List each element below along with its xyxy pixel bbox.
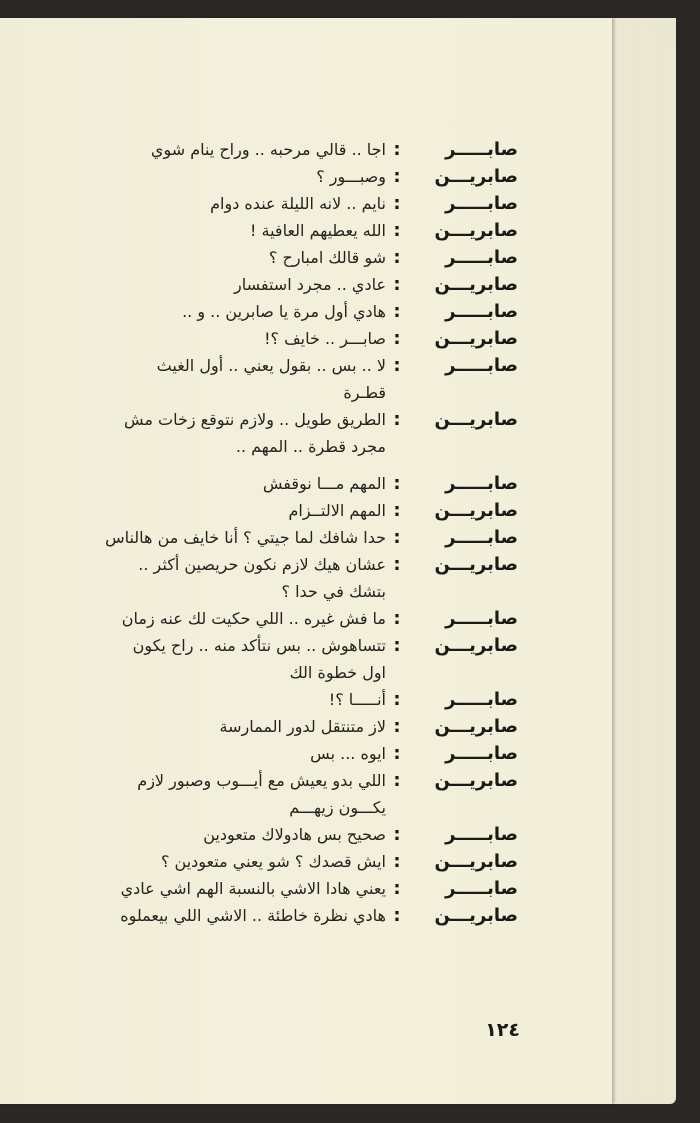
dialogue-row bbox=[40, 632, 518, 686]
speaker-name: صابريـــن bbox=[434, 770, 518, 791]
page-edges bbox=[612, 22, 674, 1098]
dialogue-row bbox=[40, 325, 518, 352]
dialogue-row bbox=[40, 713, 518, 740]
dialogue-block bbox=[40, 136, 518, 929]
dialogue-line: عشان هيك لازم نكون حريصين أكثر .. بتشك في حدا ؟ bbox=[138, 555, 386, 601]
dialogue-line: هادي أول مرة يا صابرين .. و .. bbox=[182, 302, 386, 321]
speaker-colon: : bbox=[393, 608, 401, 629]
speaker-name: صابـــــر bbox=[445, 247, 518, 268]
speaker-colon: : bbox=[393, 301, 401, 322]
speaker-name: صابريـــن bbox=[434, 851, 518, 872]
dialogue-row bbox=[40, 551, 518, 605]
dialogue-row bbox=[40, 352, 518, 406]
dialogue-line: حدا شافك لما جيتي ؟ أنا خايف من هالناس bbox=[105, 528, 386, 547]
speaker-colon: : bbox=[393, 689, 401, 710]
dialogue-row bbox=[40, 136, 518, 163]
dialogue-row bbox=[40, 190, 518, 217]
speaker-name: صابريـــن bbox=[434, 166, 518, 187]
speaker-colon: : bbox=[393, 500, 401, 521]
speaker-name: صابـــــر bbox=[445, 301, 518, 322]
speaker-name: صابريـــن bbox=[434, 220, 518, 241]
speaker-colon: : bbox=[393, 851, 401, 872]
speaker-colon: : bbox=[393, 770, 401, 791]
speaker-colon: : bbox=[393, 878, 401, 899]
dialogue-row bbox=[40, 217, 518, 244]
speaker-colon: : bbox=[393, 247, 401, 268]
dialogue-row bbox=[40, 848, 518, 875]
speaker-name: صابـــــر bbox=[445, 355, 518, 376]
speaker-colon: : bbox=[393, 473, 401, 494]
dialogue-row bbox=[40, 605, 518, 632]
dialogue-line: لا .. بس .. بقول يعني .. أول الغيث قطـرة bbox=[156, 356, 386, 402]
dialogue-row bbox=[40, 163, 518, 190]
dialogue-line: يعني هادا الاشي بالنسبة الهم اشي عادي bbox=[120, 879, 386, 898]
dialogue-line: ما فش غيره .. اللي حكيت لك عنه زمان bbox=[121, 609, 386, 628]
speaker-name: صابـــــر bbox=[445, 608, 518, 629]
speaker-name: صابـــــر bbox=[445, 193, 518, 214]
book bbox=[0, 18, 676, 1104]
dialogue-line: هادي نظرة خاطئة .. الاشي اللي بيعملوه bbox=[120, 906, 386, 925]
book-page bbox=[0, 18, 612, 1104]
dialogue-row bbox=[40, 686, 518, 713]
dialogue-row bbox=[40, 740, 518, 767]
dialogue-line: تتساهوش .. بس نتأكد منه .. راح يكون اول خطوة الك bbox=[132, 636, 386, 682]
speaker-name: صابريـــن bbox=[434, 274, 518, 295]
dialogue-row bbox=[40, 767, 518, 821]
dialogue-row bbox=[40, 524, 518, 551]
speaker-colon: : bbox=[393, 139, 401, 160]
dialogue-line: صابـــر .. خايف ؟! bbox=[264, 329, 386, 348]
dialogue-line: المهم مـــا نوقفش bbox=[262, 474, 386, 493]
speaker-colon: : bbox=[393, 824, 401, 845]
dialogue-line: اللي بدو يعيش مع أيـــوب وصبور لازم يكـــون زيهـــم bbox=[137, 771, 386, 817]
dialogue-line: الطريق طويل .. ولازم نتوقع زخات مش مجرد قطرة .. المهم .. bbox=[123, 410, 386, 456]
dialogue-row bbox=[40, 298, 518, 325]
speaker-colon: : bbox=[393, 716, 401, 737]
dialogue-row bbox=[40, 875, 518, 902]
speaker-name: صابريـــن bbox=[434, 500, 518, 521]
speaker-colon: : bbox=[393, 193, 401, 214]
speaker-name: صابـــــر bbox=[445, 139, 518, 160]
dialogue-line: اجا .. قالي مرحبه .. وراح ينام شوي bbox=[150, 140, 386, 159]
speaker-name: صابريـــن bbox=[434, 328, 518, 349]
speaker-colon: : bbox=[393, 905, 401, 926]
speaker-colon: : bbox=[393, 166, 401, 187]
speaker-colon: : bbox=[393, 355, 401, 376]
dialogue-row bbox=[40, 470, 518, 497]
speaker-name: صابـــــر bbox=[445, 473, 518, 494]
dialogue-row bbox=[40, 821, 518, 848]
dialogue-line: لاز متنتقل لدور الممارسة bbox=[219, 717, 386, 736]
dialogue-line: المهم الالتــزام bbox=[288, 501, 386, 520]
speaker-colon: : bbox=[393, 220, 401, 241]
speaker-name: صابريـــن bbox=[434, 716, 518, 737]
dialogue-line: نايم .. لانه الليلة عنده دوام bbox=[210, 194, 386, 213]
speaker-name: صابريـــن bbox=[434, 635, 518, 656]
speaker-name: صابـــــر bbox=[445, 743, 518, 764]
dialogue-line: عادي .. مجرد استفسار bbox=[234, 275, 386, 294]
speaker-colon: : bbox=[393, 554, 401, 575]
dialogue-line: شو قالك امبارح ؟ bbox=[268, 248, 386, 267]
dialogue-line: وصبـــور ؟ bbox=[316, 167, 386, 186]
speaker-name: صابـــــر bbox=[445, 878, 518, 899]
dialogue-line: ايش قصدك ؟ شو يعني متعودين ؟ bbox=[160, 852, 386, 871]
speaker-colon: : bbox=[393, 743, 401, 764]
dialogue-line: الله يعطيهم العافية ! bbox=[250, 221, 386, 240]
speaker-colon: : bbox=[393, 527, 401, 548]
dialogue-line: صحيح بس هادولاك متعودين bbox=[203, 825, 386, 844]
speaker-name: صابريـــن bbox=[434, 905, 518, 926]
dialogue-row bbox=[40, 244, 518, 271]
speaker-colon: : bbox=[393, 635, 401, 656]
speaker-name: صابريـــن bbox=[434, 554, 518, 575]
speaker-name: صابـــــر bbox=[445, 689, 518, 710]
speaker-colon: : bbox=[393, 328, 401, 349]
speaker-colon: : bbox=[393, 274, 401, 295]
speaker-colon: : bbox=[393, 409, 401, 430]
speaker-name: صابريـــن bbox=[434, 409, 518, 430]
dialogue-line: أنـــــا ؟! bbox=[328, 690, 386, 709]
dialogue-row bbox=[40, 271, 518, 298]
dialogue-row bbox=[40, 497, 518, 524]
speaker-name: صابـــــر bbox=[445, 527, 518, 548]
page-number: ١٢٤ bbox=[485, 1019, 520, 1041]
dialogue-row bbox=[40, 902, 518, 929]
dialogue-line: ايوه ... بس bbox=[310, 744, 386, 763]
speaker-name: صابـــــر bbox=[445, 824, 518, 845]
dialogue-row bbox=[40, 406, 518, 460]
